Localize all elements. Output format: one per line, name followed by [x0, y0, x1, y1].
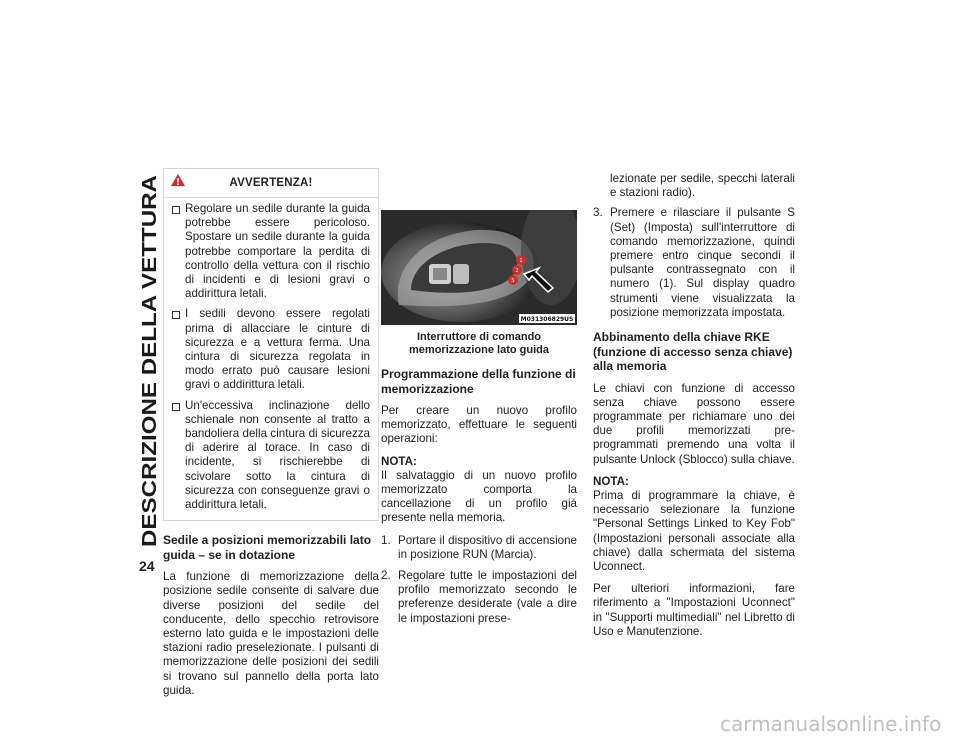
steps-list — [381, 534, 577, 626]
section-title-rke: Abbinamento della chiave RKE (funzione di accesso senza chiave) alla memoria — [593, 330, 793, 374]
figure-code: M031306829US — [520, 316, 574, 323]
section-title-memory-seat: Sedile a posizioni memorizzabili lato guida – se in dotazione — [163, 533, 372, 562]
list-item: 1. Portare il dispositivo di accensione in posizione RUN (Marcia). — [381, 533, 577, 561]
svg-text:1: 1 — [519, 258, 523, 264]
warning-title: AVVERTENZA! — [229, 176, 313, 189]
column-left — [163, 168, 379, 706]
note-text: Il salvataggio di un nuovo profilo memorizzato comporta la cancellazione di un profilo già presente nella memoria. — [381, 468, 577, 525]
list-item: 3. Premere e rilasciare il pulsante S (Set) (Imposta) sull'interruttore di comando memorizzazione, quindi premere entro cinque secondi il pulsante contrassegnato con il numero (1). Sul display quadro strumenti viene visualizzata la posizione memorizzata impostata. — [593, 206, 795, 319]
rke-note-text: Prima di programmare la chiave, è necessario selezionare la funzione "Personal Settings Linked to Key Fob" (Impostazioni personali associate alla chiave) dalla schermata del sistema Uconnect. — [593, 488, 795, 573]
figure-caption: Interruttore di comando memorizzazione lato guida — [409, 331, 549, 356]
footer-watermark: carmanualsonline.info — [720, 712, 942, 736]
warning-item: Regolare un sedile durante la guida potrebbe essere pericoloso. Spostare un sedile durante la guida potrebbe comportare la perdita di controllo della vettura con il rischio di incidenti e di lesioni gravi o addirittura letali. — [172, 202, 370, 301]
rke-reference: Per ulteriori informazioni, fare riferimento a "Impostazioni Uconnect" in "Supporti multimediali" nel Libretto di Uso e Manutenzione. — [593, 582, 795, 638]
checkbox-bullet-icon — [172, 206, 180, 214]
programming-intro: Per creare un nuovo profilo memorizzato, effettuare le seguenti operazioni: — [381, 404, 577, 446]
svg-text:S: S — [511, 278, 515, 284]
side-section-title — [138, 172, 162, 547]
warning-box — [163, 168, 379, 521]
note-label: NOTA: — [381, 454, 417, 468]
column-middle — [381, 208, 577, 633]
warning-item: Un'eccessiva inclinazione dello schienale non consente al tratto a bandoliera della cintura di sicurezza di aderire al torace. In caso di incidente, si rischierebbe di scivolare sotto la cintura di sicurezza con conseguenze gravi o addirittura letali. — [172, 399, 370, 513]
svg-text:2: 2 — [515, 268, 519, 274]
note-label: NOTA: — [593, 474, 629, 488]
rke-body: Le chiavi con funzione di accesso senza chiave possono essere programmate per richiamare uno dei due profili memorizzati pre-programmati premendo una volta il pulsante Unlock (Sblocco) sulla chiave. — [593, 381, 795, 466]
side-section-title-text: DESCRIZIONE DELLA VETTURA — [139, 238, 161, 547]
warning-item: I sedili devono essere regolati prima di allacciare le cinture di sicurezza e a vettura ferma. Una cintura di sicurezza regolata in modo errato può causare lesioni gravi o addirittura letali. — [172, 307, 370, 392]
column-right — [593, 172, 795, 647]
warning-header — [164, 169, 378, 198]
list-item: 2. Regolare tutte le impostazioni del profilo memorizzato secondo le preferenze desiderate (vale a dire le impostazioni prese- — [381, 569, 577, 625]
door-panel-image — [381, 210, 577, 325]
checkbox-bullet-icon — [172, 311, 180, 319]
page-number: 24 — [139, 558, 155, 574]
section-body-memory-seat: La funzione di memorizzazione della posizione sedile consente di salvare due diverse posizioni del sedile del conducente, dello specchio retrovisore esterno lato guida e le impostazioni delle stazioni radio preselezionate. I pulsanti di memorizzazione delle posizioni dei sedili si trovano sul pannello della porta lato guida. — [163, 570, 379, 697]
memory-switch-photo — [381, 210, 577, 325]
steps-list-continued — [593, 206, 795, 320]
warning-triangle-icon — [170, 173, 186, 187]
step2-continuation: lezionate per sedile, specchi laterali e stazioni radio). — [610, 172, 795, 200]
checkbox-bullet-icon — [172, 403, 180, 411]
section-title-programming: Programmazione della funzione di memorizzazione — [381, 367, 576, 396]
